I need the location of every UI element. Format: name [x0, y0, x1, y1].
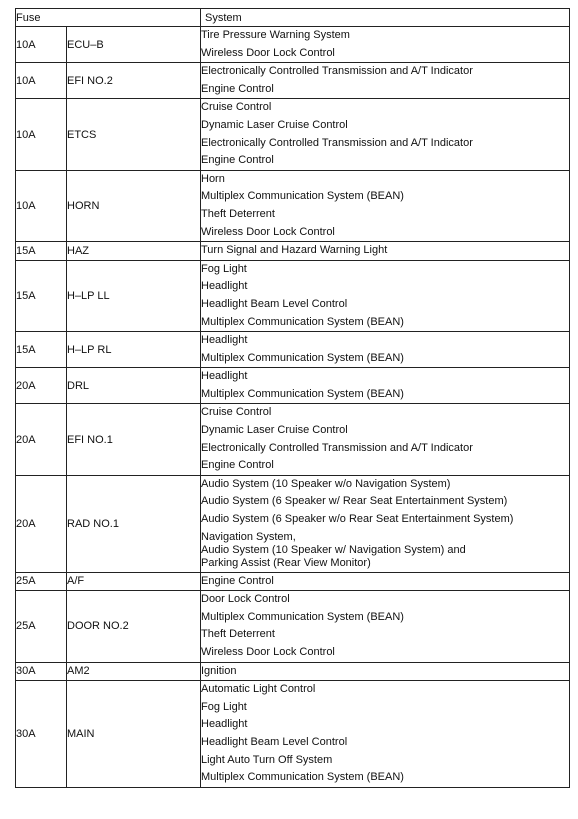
system-entry: Cruise Control — [201, 406, 272, 419]
table-row — [16, 368, 570, 404]
system-entry: Multiplex Communication System (BEAN) — [201, 190, 404, 203]
fuse-amperage: 10A — [16, 99, 67, 170]
fuse-name: DOOR NO.2 — [67, 591, 201, 662]
system-entry: Engine Control — [201, 154, 274, 167]
fuse-name: ETCS — [67, 99, 201, 170]
fuse-table-body — [16, 27, 570, 788]
system-cell — [201, 63, 570, 99]
fuse-name: HAZ — [67, 242, 201, 261]
table-row — [16, 170, 570, 241]
fuse-name: MAIN — [67, 681, 201, 788]
system-entry: Audio System (10 Speaker w/o Navigation System) — [201, 477, 451, 490]
system-column-header: System — [201, 9, 570, 27]
system-entry: Headlight — [201, 280, 248, 293]
fuse-table — [15, 8, 570, 788]
fuse-name: H–LP RL — [67, 332, 201, 368]
system-entry: Multiplex Communication System (BEAN) — [201, 315, 404, 328]
system-entry: Door Lock Control — [201, 593, 290, 606]
system-entry: Headlight Beam Level Control — [201, 297, 348, 310]
system-cell — [201, 662, 570, 681]
system-cell — [201, 572, 570, 591]
system-entry: Navigation System, Audio System (10 Speaker w/ Navigation System) and Parking Assist (Rear View Monitor) — [201, 530, 466, 569]
fuse-amperage: 30A — [16, 681, 67, 788]
fuse-amperage: 10A — [16, 63, 67, 99]
system-cell — [201, 591, 570, 662]
fuse-amperage: 15A — [16, 260, 67, 331]
fuse-amperage: 10A — [16, 170, 67, 241]
table-row — [16, 662, 570, 681]
fuse-name: A/F — [67, 572, 201, 591]
system-entry: Wireless Door Lock Control — [201, 225, 335, 238]
table-row — [16, 572, 570, 591]
system-entry: Multiplex Communication System (BEAN) — [201, 610, 404, 623]
fuse-name: RAD NO.1 — [67, 475, 201, 572]
system-entry: Wireless Door Lock Control — [201, 646, 335, 658]
fuse-amperage: 20A — [16, 368, 67, 404]
fuse-amperage: 20A — [16, 475, 67, 572]
fuse-name: EFI NO.2 — [67, 63, 201, 99]
system-entry: Electronically Controlled Transmission and A/T Indicator — [201, 65, 473, 78]
fuse-amperage: 20A — [16, 404, 67, 475]
table-row — [16, 681, 570, 788]
system-entry: Multiplex Communication System (BEAN) — [201, 387, 404, 400]
table-row — [16, 99, 570, 170]
system-entry: Multiplex Communication System (BEAN) — [201, 351, 404, 364]
system-cell — [201, 170, 570, 241]
table-row — [16, 260, 570, 331]
fuse-column-header: Fuse — [16, 9, 201, 27]
system-entry: Tire Pressure Warning System — [201, 29, 350, 41]
system-entry: Fog Light — [201, 262, 247, 275]
system-entry: Audio System (6 Speaker w/ Rear Seat Entertainment System) — [201, 495, 508, 508]
system-entry: Engine Control — [201, 459, 274, 472]
system-entry: Wireless Door Lock Control — [201, 46, 335, 59]
system-entry: Multiplex Communication System (BEAN) — [201, 771, 404, 784]
system-entry: Audio System (6 Speaker w/o Rear Seat Entertainment System) — [201, 513, 514, 526]
fuse-name: EFI NO.1 — [67, 404, 201, 475]
system-entry: Headlight Beam Level Control — [201, 735, 348, 748]
system-entry: Cruise Control — [201, 101, 272, 114]
fuse-name: H–LP LL — [67, 260, 201, 331]
system-cell — [201, 260, 570, 331]
system-entry: Engine Control — [201, 82, 274, 95]
table-row — [16, 27, 570, 63]
system-entry: Engine Control — [201, 574, 274, 587]
system-cell — [201, 404, 570, 475]
table-row — [16, 63, 570, 99]
fuse-name: ECU–B — [67, 27, 201, 63]
fuse-name: AM2 — [67, 662, 201, 681]
fuse-amperage: 15A — [16, 242, 67, 261]
system-cell — [201, 368, 570, 404]
system-entry: Dynamic Laser Cruise Control — [201, 424, 348, 437]
fuse-name: DRL — [67, 368, 201, 404]
table-row — [16, 591, 570, 662]
table-row — [16, 332, 570, 368]
system-entry: Fog Light — [201, 700, 247, 713]
system-entry: Electronically Controlled Transmission and A/T Indicator — [201, 136, 473, 149]
system-entry: Headlight — [201, 370, 248, 383]
table-row — [16, 475, 570, 572]
system-cell — [201, 475, 570, 572]
system-entry: Theft Deterrent — [201, 628, 275, 641]
table-row — [16, 242, 570, 261]
system-cell — [201, 332, 570, 368]
system-entry: Turn Signal and Hazard Warning Light — [201, 244, 388, 257]
table-row — [16, 404, 570, 475]
system-entry: Headlight — [201, 718, 248, 731]
system-cell — [201, 27, 570, 63]
header-row — [16, 9, 570, 27]
fuse-amperage: 10A — [16, 27, 67, 63]
system-entry: Electronically Controlled Transmission and A/T Indicator — [201, 441, 473, 454]
fuse-amperage: 25A — [16, 572, 67, 591]
fuse-amperage: 30A — [16, 662, 67, 681]
system-cell — [201, 681, 570, 788]
system-entry: Ignition — [201, 664, 237, 677]
fuse-amperage: 15A — [16, 332, 67, 368]
fuse-name: HORN — [67, 170, 201, 241]
system-entry: Automatic Light Control — [201, 683, 316, 696]
system-entry: Headlight — [201, 334, 248, 347]
system-entry: Horn — [201, 172, 225, 185]
system-entry: Theft Deterrent — [201, 207, 275, 220]
system-cell — [201, 242, 570, 261]
system-entry: Light Auto Turn Off System — [201, 753, 333, 766]
fuse-amperage: 25A — [16, 591, 67, 662]
system-entry: Dynamic Laser Cruise Control — [201, 118, 348, 131]
system-cell — [201, 99, 570, 170]
